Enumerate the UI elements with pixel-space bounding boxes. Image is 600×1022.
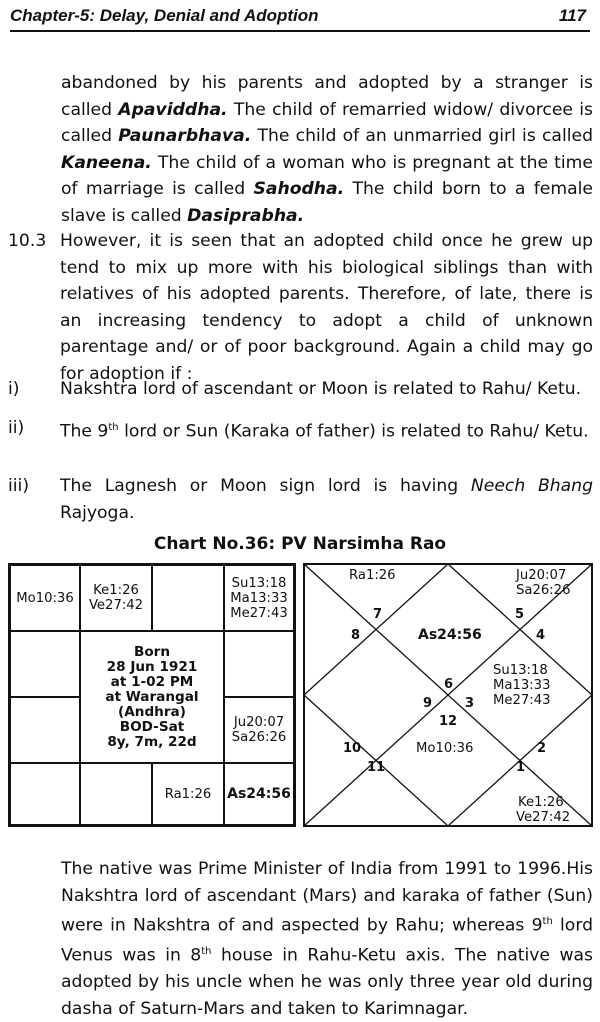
section-text: However, it is seen that an adopted child once he grew up tend to mix up more with his biological siblings than with relatives of his adopted parents. Therefore, of late, there is an increasing tendency to adopt a child of unknown parentage and/ or of poor background. Again a child may go for adoption if : (60, 231, 593, 384)
house-scorpio (80, 763, 152, 825)
planet-rahu: Ra1:26 (349, 568, 396, 583)
text-span: house in Rahu-Ketu axis. The native was adopted by his uncle when he was only three year old during dasha of Saturn-Mars and taken to Karimnagar. (61, 945, 593, 1019)
planet-label: Sa26:26 (231, 730, 287, 745)
term-kaneena: Kaneena. (61, 152, 152, 173)
list-item-i (8, 376, 593, 403)
list-marker: ii) (8, 418, 25, 438)
birth-place: at Warangal (105, 688, 199, 705)
house-number: 11 (367, 760, 386, 775)
house-number: 5 (515, 607, 525, 622)
list-item-iii (8, 473, 593, 526)
planet-mercury: Me27:43 (493, 693, 551, 708)
superscript: th (201, 946, 212, 958)
text-span: The native was Prime Minister of India from 1991 to 1996.His Nakshtra lord of ascendant (Mars) and karaka of father (Sun) were in Nakshtra of and aspected by Rahu; whereas 9 (61, 859, 593, 936)
list-text: Nakshtra lord of ascendant or Moon is related to Rahu/ Ketu. (60, 379, 582, 399)
house-number: 9 (423, 696, 433, 711)
list-text (60, 473, 593, 526)
planet-label: Mo10:36 (16, 590, 74, 606)
house-number: 8 (351, 628, 361, 643)
chart-title: Chart No.36: PV Narsimha Rao (153, 534, 447, 554)
text-span: The child of remarried widow/ divorcee is called (61, 99, 593, 146)
emphasis-neech-bhang: Neech Bhang (470, 476, 593, 496)
house-number: 6 (444, 677, 454, 692)
term-apaviddha: Apaviddha. (118, 99, 228, 120)
planet-label: Su13:18 (231, 575, 287, 591)
birth-state: (Andhra) (118, 703, 186, 720)
planet-moon: Mo10:36 (416, 741, 474, 756)
planet-label: Ma13:33 (230, 590, 288, 606)
house-capricorn (10, 697, 80, 763)
list-marker: iii) (8, 476, 30, 496)
house-libra (152, 763, 224, 825)
house-number: 3 (465, 696, 475, 711)
text-span: Rajyoga. (60, 502, 135, 523)
house-gemini (224, 565, 294, 631)
planet-label: Ju20:07 (233, 715, 285, 730)
superscript: th (542, 916, 553, 927)
house-aquarius (10, 631, 80, 697)
page-header (10, 4, 590, 32)
page-number: 117 (558, 6, 586, 25)
house-number: 1 (516, 760, 526, 775)
balance-of-dasha: BOD-Sat (119, 718, 185, 735)
list-marker: i) (8, 379, 20, 399)
birth-label: Born (133, 643, 171, 660)
text-span: The 9 (60, 421, 109, 442)
text-span: The child born to a female slave is called (61, 179, 593, 226)
planet-ketu: Ke1:26 (518, 795, 564, 810)
term-paunarbhava: Paunarbhava. (118, 126, 252, 146)
house-cancer (224, 697, 294, 763)
house-number: 7 (373, 607, 383, 622)
text-span: abandoned by his parents and adopted by a stranger is called (61, 73, 593, 120)
term-dasiprabha: Dasiprabha. (187, 205, 305, 226)
house-number: 12 (439, 714, 458, 729)
dasha-duration: 8y, 7m, 22d (107, 733, 197, 750)
section-10-3 (8, 228, 593, 387)
house-pisces (10, 565, 80, 631)
list-item-ii (8, 415, 593, 445)
term-sahodha: Sahodha. (253, 179, 345, 199)
superscript: th (108, 422, 119, 433)
planet-jupiter: Ju20:07 (516, 568, 567, 583)
chapter-title: Chapter-5: Delay, Denial and Adoption (10, 6, 319, 25)
birth-time: at 1-02 PM (110, 673, 194, 690)
text-span: lord or Sun (Karaka of father) is related to Rahu/ Ketu. (118, 421, 589, 442)
house-cancer-upper (224, 631, 294, 697)
house-sagittarius (10, 763, 80, 825)
planet-sun: Su13:18 (493, 663, 548, 678)
birth-date: 28 Jun 1921 (106, 658, 198, 675)
north-indian-chart (303, 563, 593, 827)
text-span: The Lagnesh or Moon sign lord is having (60, 476, 471, 496)
planet-ascendant: As24:56 (418, 627, 482, 643)
text-span: lord Venus was in 8 (61, 915, 593, 966)
house-virgo (224, 763, 294, 825)
planet-label: Ra1:26 (164, 786, 212, 802)
ascendant-label: As24:56 (227, 785, 291, 802)
text-span: The child of a woman who is pregnant at the time of marriage is called (61, 152, 593, 199)
south-indian-chart (8, 563, 296, 827)
text-span: The child of an unmarried girl is called (251, 126, 593, 146)
planet-label: Ke1:26 (93, 583, 139, 598)
house-number: 2 (537, 741, 547, 756)
chart-center-birth-details (80, 631, 224, 763)
section-number: 10.3 (8, 231, 47, 251)
paragraph-native-description (8, 856, 593, 1022)
paragraph-adoption-types (8, 70, 593, 229)
house-number: 4 (536, 628, 546, 643)
planet-saturn: Sa26:26 (516, 583, 571, 598)
planet-venus: Ve27:42 (516, 810, 571, 825)
planet-label: Me27:43 (230, 605, 288, 621)
house-number: 10 (343, 741, 362, 756)
list-text (60, 415, 593, 445)
house-taurus (152, 565, 224, 631)
planet-label: Ve27:42 (88, 598, 144, 613)
house-aries (80, 565, 152, 631)
planet-mars: Ma13:33 (493, 678, 551, 693)
